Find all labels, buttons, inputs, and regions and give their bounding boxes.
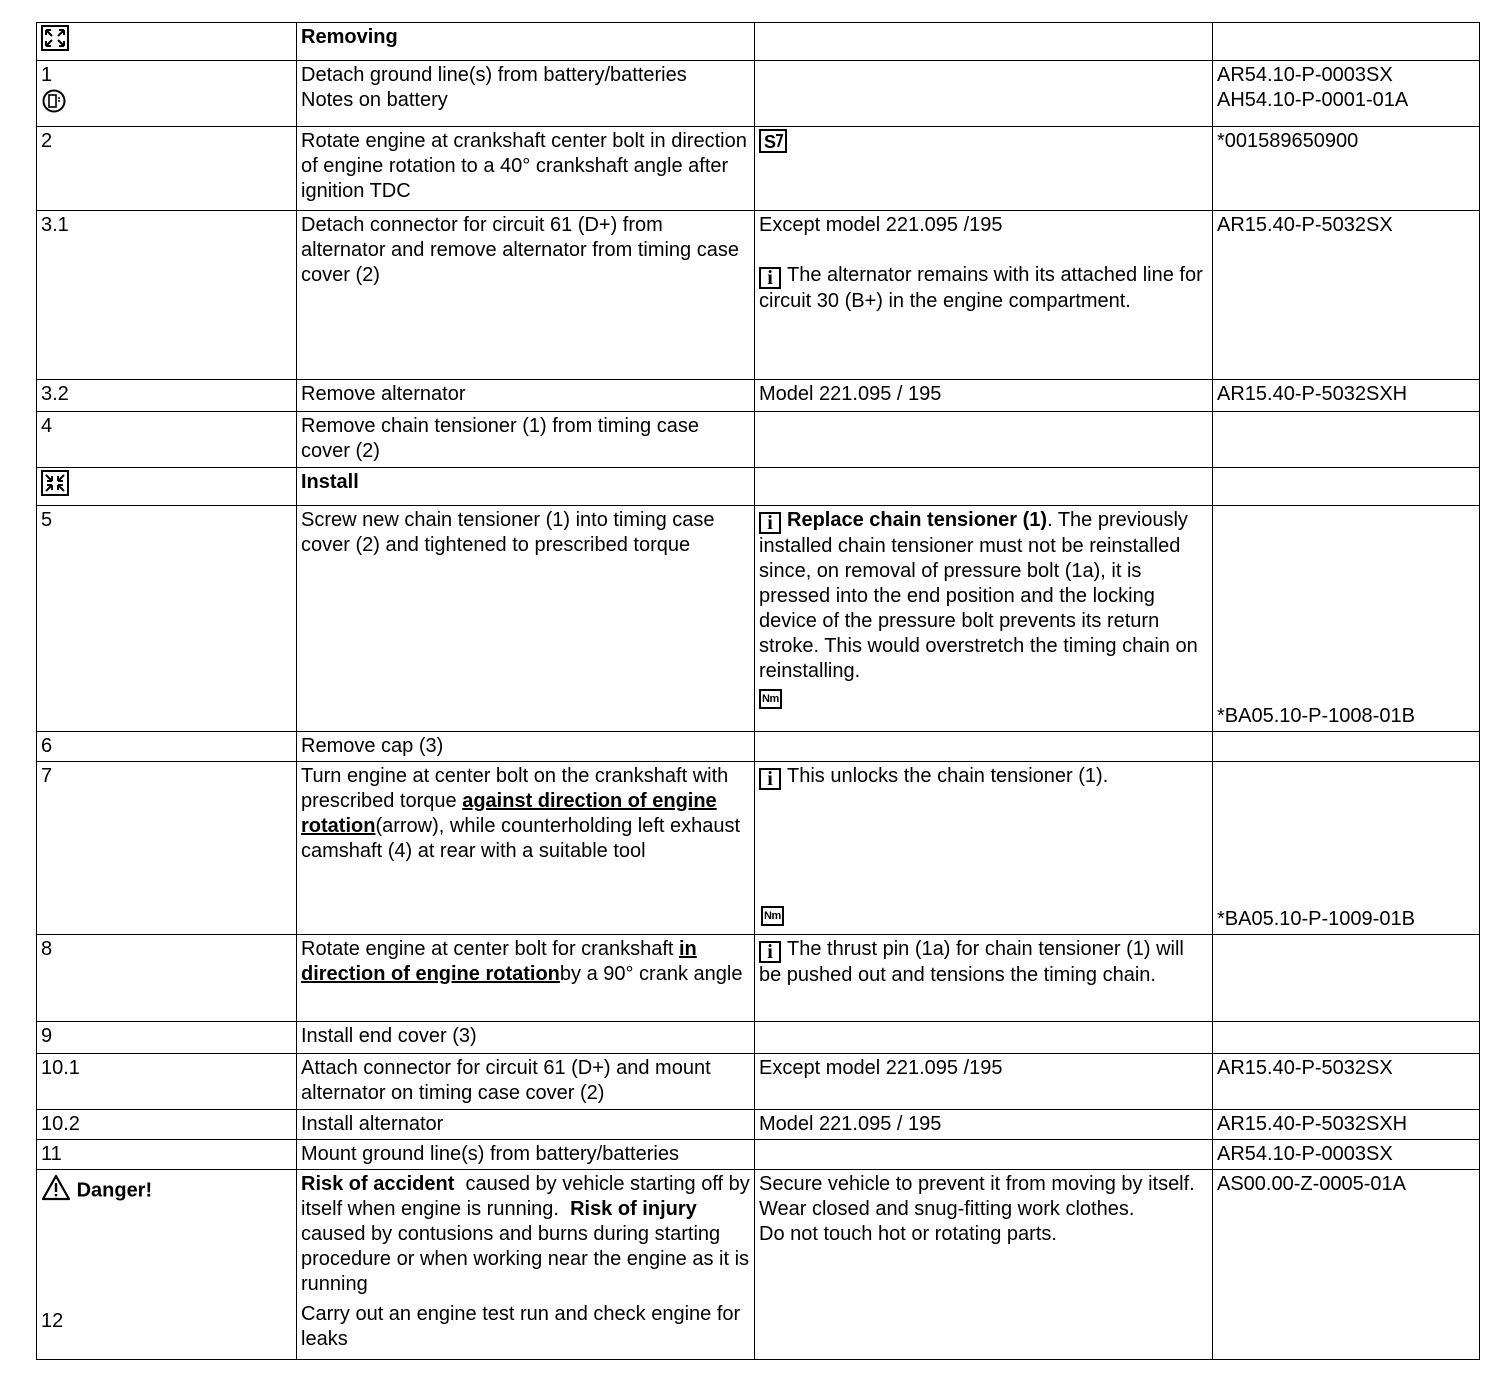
- risk-injury-label: Risk of injury: [570, 1198, 697, 1220]
- step-text: Mount ground line(s) from battery/batteries: [297, 1140, 755, 1170]
- info-text: This unlocks the chain tensioner (1).: [787, 765, 1109, 787]
- step-number: 6: [37, 732, 297, 762]
- step-number: 10.1: [37, 1054, 297, 1110]
- step-number: 4: [37, 412, 297, 468]
- risk-accident-text: caused by vehicle starting off by itself when engine is running.: [301, 1173, 756, 1220]
- reference-link[interactable]: *BA05.10-P-1008-01B: [1217, 705, 1415, 727]
- table-row: [37, 762, 1480, 935]
- reference-link[interactable]: AR15.40-P-5032SXH: [1213, 1110, 1480, 1140]
- step-text: Remove chain tensioner (1) from timing case cover (2): [297, 412, 755, 468]
- table-row: [37, 23, 1480, 61]
- step-text: Install alternator: [297, 1110, 755, 1140]
- step-text: Carry out an engine test run and check engine for leaks: [301, 1303, 741, 1350]
- step-text: Attach connector for circuit 61 (D+) and mount alternator on timing case cover (2): [297, 1054, 755, 1110]
- section-removing: Removing: [297, 23, 755, 61]
- step-text: Rotate engine at center bolt for crankshaft: [301, 938, 679, 960]
- reference-link[interactable]: AR54.10-P-0003SX: [1213, 1140, 1480, 1170]
- step-text: by a 90° crank angle: [559, 963, 743, 985]
- step-number: 1: [41, 64, 53, 86]
- torque-icon: Nm: [761, 906, 784, 926]
- risk-text: [301, 1172, 756, 1297]
- step-emphasis: against direction of engine rotation: [301, 790, 717, 837]
- risk-injury-text: caused by contusions and burns during starting procedure or when working near the engine as it is running: [301, 1223, 750, 1295]
- table-row: [37, 412, 1480, 468]
- removing-icon: [41, 25, 69, 58]
- step-emphasis: in direction of engine rotation: [301, 938, 697, 985]
- step-number: 11: [37, 1140, 297, 1170]
- reference-link[interactable]: *BA05.10-P-1009-01B: [1217, 908, 1415, 930]
- info-text: The thrust pin (1a) for chain tensioner (1) will be pushed out and tensions the timing chain.: [759, 938, 1184, 986]
- step-text: Remove alternator: [297, 380, 755, 412]
- table-row: [37, 506, 1480, 732]
- table-row: [37, 211, 1480, 380]
- step-text: Remove cap (3): [297, 732, 755, 762]
- step-number: 2: [37, 127, 297, 211]
- warning-triangle-icon: [41, 1174, 71, 1208]
- reference-link[interactable]: AR15.40-P-5032SX: [1213, 211, 1480, 380]
- step-text: Detach connector for circuit 61 (D+) from alternator and remove alternator from timing case cover (2): [297, 211, 755, 380]
- model-note: Model 221.095 / 195: [755, 1110, 1213, 1140]
- step-number: 3.1: [37, 211, 297, 380]
- step-number: 5: [37, 506, 297, 732]
- model-note: Except model 221.095 /195: [755, 1054, 1213, 1110]
- reference-link[interactable]: AR15.40-P-5032SXH: [1213, 380, 1480, 412]
- step-number: 7: [37, 762, 297, 935]
- reference-link[interactable]: *001589650900: [1213, 127, 1480, 211]
- reference-link[interactable]: AS00.00-Z-0005-01A: [1213, 1170, 1480, 1360]
- step-number: 12: [41, 1310, 64, 1332]
- step-text: Rotate engine at crankshaft center bolt in direction of engine rotation to a 40° crankshaft angle after ignition TDC: [297, 127, 755, 211]
- reference-link[interactable]: AH54.10-P-0001-01A: [1217, 89, 1409, 111]
- table-row: [37, 1140, 1480, 1170]
- step-text: (arrow), while counterholding left exhaust camshaft (4) at rear with a suitable tool: [301, 815, 741, 862]
- procedure-table: [36, 22, 1480, 1360]
- info-icon: i: [759, 267, 781, 289]
- info-text: . The previously installed chain tensioner must not be reinstalled since, on removal of pressure bolt (1a), it is pressed into the end position and the locking device of the pressure bolt prevents its return stroke. This would overstretch the timing chain on reinstalling.: [759, 509, 1198, 682]
- battery-note-icon: [41, 88, 67, 121]
- table-row: [37, 935, 1480, 1022]
- install-icon: [41, 470, 69, 503]
- step-text: Detach ground line(s) from battery/batteries: [301, 64, 687, 86]
- special-tool-icon: [759, 129, 787, 160]
- svg-text:S: S: [764, 132, 777, 152]
- info-bold-text: Replace chain tensioner (1): [787, 509, 1048, 531]
- table-row: [37, 1022, 1480, 1054]
- step-text: Screw new chain tensioner (1) into timing case cover (2) and tightened to prescribed torque: [297, 506, 755, 732]
- step-number: 10.2: [37, 1110, 297, 1140]
- info-icon: i: [759, 768, 781, 790]
- safety-measure: Secure vehicle to prevent it from moving by itself.: [759, 1173, 1195, 1195]
- table-row: [37, 61, 1480, 127]
- table-row: [37, 1054, 1480, 1110]
- reference-link[interactable]: AR15.40-P-5032SX: [1213, 1054, 1480, 1110]
- info-icon: i: [759, 941, 781, 963]
- safety-measure: Do not touch hot or rotating parts.: [759, 1223, 1057, 1245]
- table-row: [37, 1110, 1480, 1140]
- info-text: The alternator remains with its attached line for circuit 30 (B+) in the engine compartment.: [759, 264, 1203, 312]
- danger-label: Danger!: [76, 1179, 153, 1202]
- step-number: 9: [37, 1022, 297, 1054]
- section-install: Install: [297, 468, 755, 506]
- battery-notes-link[interactable]: Notes on battery: [301, 89, 448, 111]
- model-note: Model 221.095 / 195: [755, 380, 1213, 412]
- table-row: [37, 732, 1480, 762]
- reference-link[interactable]: AR54.10-P-0003SX: [1217, 64, 1393, 86]
- step-text: Install end cover (3): [297, 1022, 755, 1054]
- info-icon: i: [759, 512, 781, 534]
- table-row: [37, 380, 1480, 412]
- table-row: [37, 468, 1480, 506]
- table-row: [37, 1170, 1480, 1360]
- torque-icon: Nm: [759, 689, 782, 709]
- step-text: Turn engine at center bolt on the crankshaft with prescribed torque: [301, 765, 729, 812]
- risk-accident-label: Risk of accident: [301, 1173, 455, 1195]
- step-number: 8: [37, 935, 297, 1022]
- model-note: Except model 221.095 /195: [759, 214, 1003, 236]
- step-number: 3.2: [37, 380, 297, 412]
- table-row: [37, 127, 1480, 211]
- safety-measure: Wear closed and snug-fitting work clothes.: [759, 1198, 1135, 1220]
